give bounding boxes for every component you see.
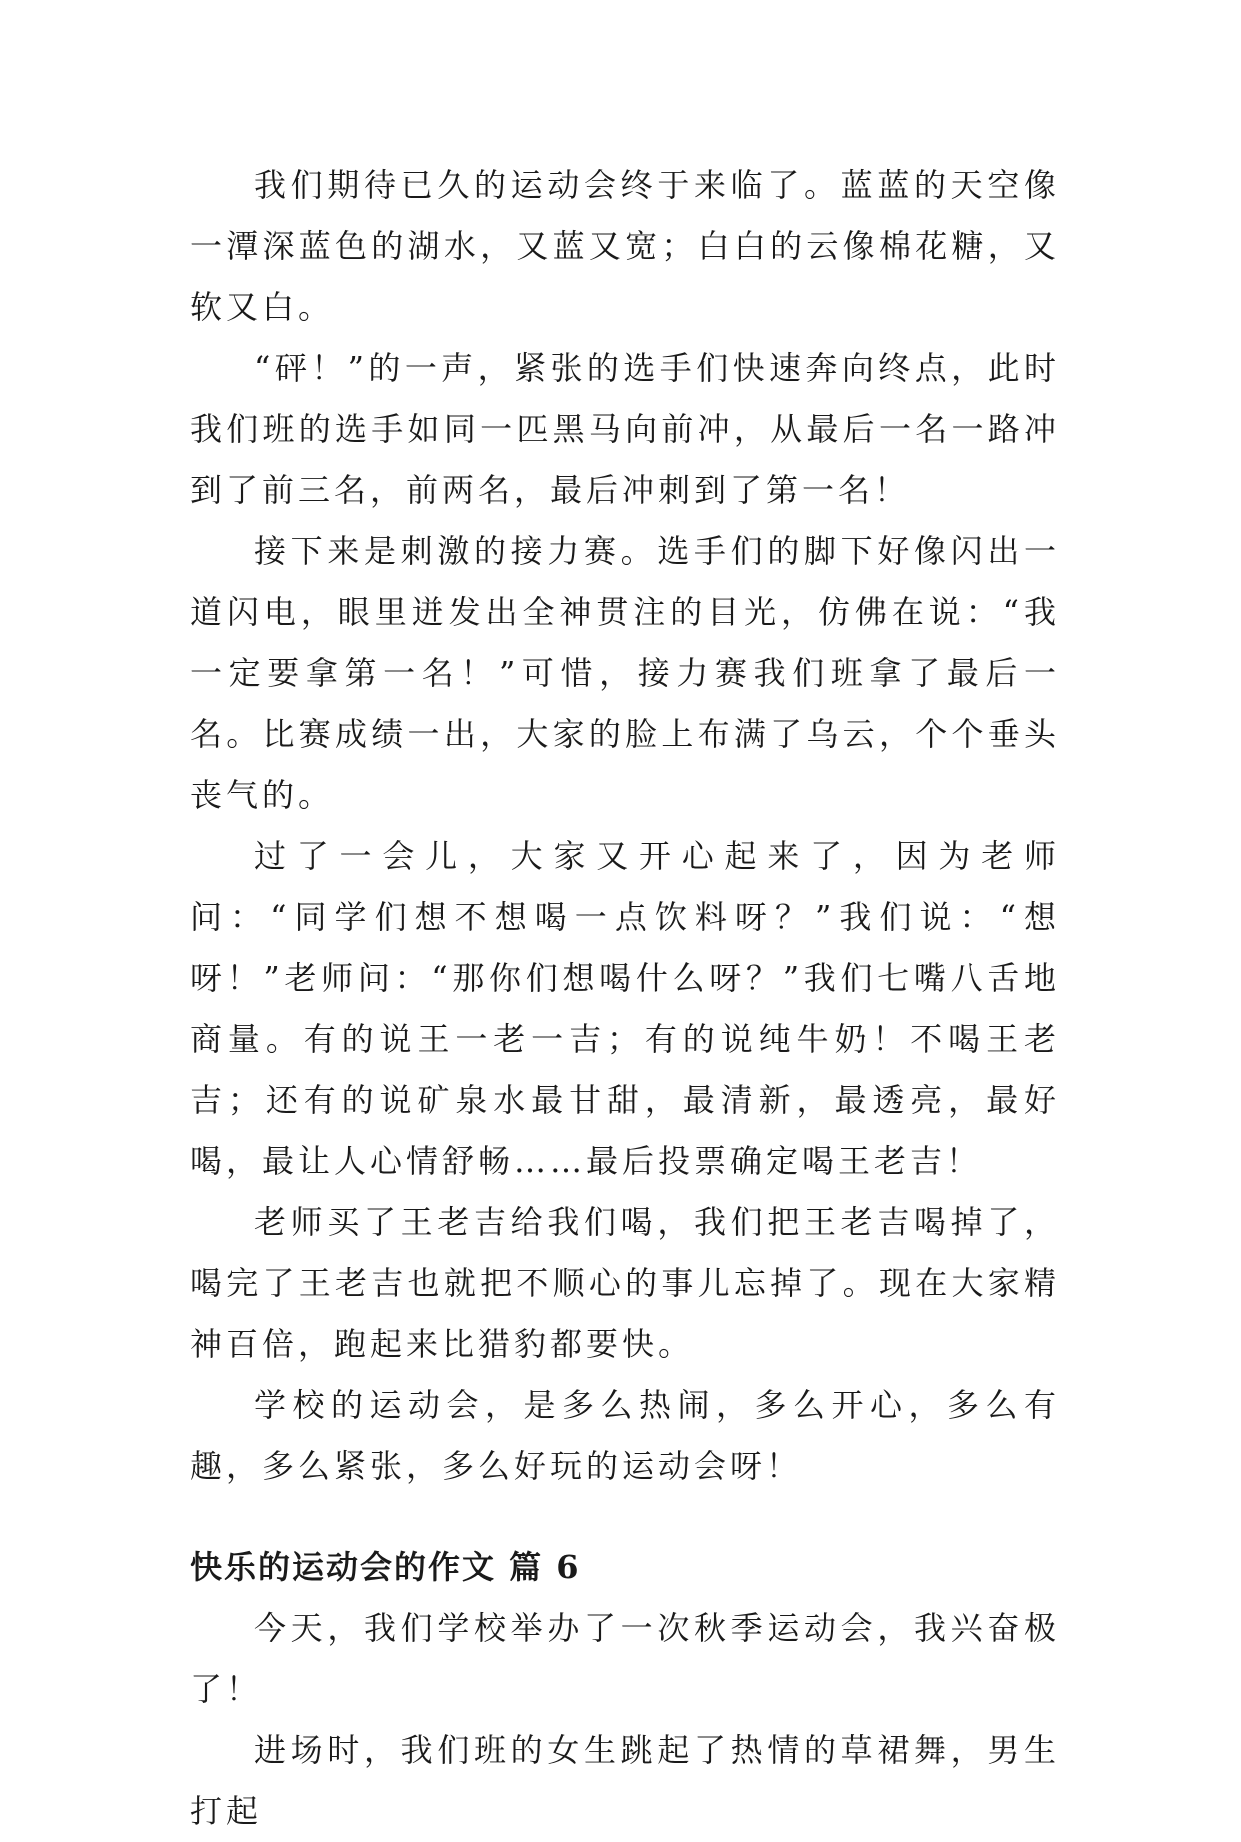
paragraph-sky: 我们期待已久的运动会终于来临了。蓝蓝的天空像一潭深蓝色的湖水，又蓝又宽；白白的云像棉花糖，又软又白。 [190,166,1060,326]
document-page [190,155,1060,1842]
paragraph-intro: 今天，我们学校举办了一次秋季运动会，我兴奋极了！ [190,1609,1060,1708]
section-heading: 快乐的运动会的作文 篇 6 [190,1548,581,1586]
paragraph-conclusion: 学校的运动会，是多么热闹，多么开心，多么有趣，多么紧张，多么好玩的运动会呀！ [190,1386,1060,1485]
paragraph-entrance: 进场时，我们班的女生跳起了热情的草裙舞，男生打起 [190,1731,1060,1830]
paragraph-drinks: 过了一会儿，大家又开心起来了，因为老师问：“同学们想不想喝一点饮料呀？”我们说：“想呀！”老师问：“那你们想喝什么呀？”我们七嘴八舌地商量。有的说王一老一吉；有的说纯牛奶！不喝王老吉；还有的说矿泉水最甘甜，最清新，最透亮，最好喝，最让人心情舒畅……最后投票确定喝王老吉！ [190,837,1060,1180]
paragraph-race: “砰！”的一声，紧张的选手们快速奔向终点，此时我们班的选手如同一匹黑马向前冲，从最后一名一路冲到了前三名，前两名，最后冲刺到了第一名！ [190,349,1060,509]
paragraph-teacher: 老师买了王老吉给我们喝，我们把王老吉喝掉了，喝完了王老吉也就把不顺心的事儿忘掉了。现在大家精神百倍，跑起来比猎豹都要快。 [190,1203,1060,1363]
paragraph-relay: 接下来是刺激的接力赛。选手们的脚下好像闪出一道闪电，眼里迸发出全神贯注的目光，仿佛在说：“我一定要拿第一名！”可惜，接力赛我们班拿了最后一名。比赛成绩一出，大家的脸上布满了乌云，个个垂头丧气的。 [190,532,1060,814]
